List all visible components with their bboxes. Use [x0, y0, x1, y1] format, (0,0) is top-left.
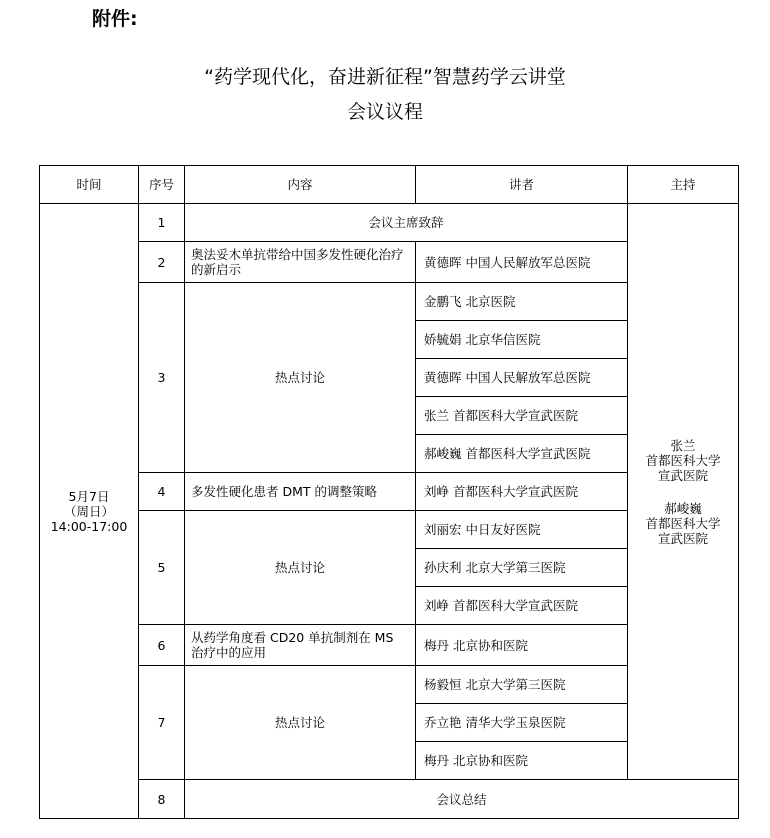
- speaker: 郝峻巍 首都医科大学宣武医院: [416, 435, 628, 473]
- header-speaker: 讲者: [416, 166, 628, 204]
- header-host: 主持: [628, 166, 739, 204]
- item-content: 多发性硬化患者 DMT 的调整策略: [185, 473, 416, 511]
- item-content: 从药学角度看 CD20 单抗制剂在 MS 治疗中的应用: [185, 625, 416, 666]
- item-no: 5: [139, 511, 185, 625]
- item-no: 7: [139, 666, 185, 780]
- item-no: 2: [139, 242, 185, 283]
- item-content: 会议总结: [185, 780, 739, 819]
- item-no: 4: [139, 473, 185, 511]
- speaker: 黄德晖 中国人民解放军总医院: [416, 242, 628, 283]
- host-org: 首都医科大学: [645, 452, 721, 468]
- speaker: 刘峥 首都医科大学宣武医院: [416, 587, 628, 625]
- header-content: 内容: [185, 166, 416, 204]
- speaker: 刘峥 首都医科大学宣武医院: [416, 473, 628, 511]
- item-content: 热点讨论: [185, 666, 416, 780]
- document-subtitle: 会议议程: [346, 101, 423, 123]
- speaker: 金鹏飞 北京医院: [416, 283, 628, 321]
- item-no: 6: [139, 625, 185, 666]
- header-time: 时间: [40, 166, 139, 204]
- host-org: 首都医科大学: [645, 515, 721, 531]
- item-content: 会议主席致辞: [185, 204, 628, 242]
- host-org: 宣武医院: [657, 467, 708, 483]
- time-cell: [40, 204, 139, 819]
- table-row: [40, 204, 739, 242]
- speaker: 乔立艳 清华大学玉泉医院: [416, 704, 628, 742]
- attachment-label: 附件:: [92, 8, 138, 30]
- speaker: 张兰 首都医科大学宣武医院: [416, 397, 628, 435]
- item-no: 1: [139, 204, 185, 242]
- speaker: 梅丹 北京协和医院: [416, 625, 628, 666]
- time-hours: 14:00-17:00: [50, 518, 128, 534]
- host-name: 张兰: [670, 437, 696, 453]
- host-cell: [628, 204, 739, 780]
- document-title: “药学现代化，奋进新征程”智慧药学云讲堂: [204, 66, 566, 88]
- item-content: 热点讨论: [185, 511, 416, 625]
- item-content: 热点讨论: [185, 283, 416, 473]
- speaker: 刘丽宏 中日友好医院: [416, 511, 628, 549]
- item-content: 奥法妥木单抗带给中国多发性硬化治疗的新启示: [185, 242, 416, 283]
- time-weekday: （周日）: [63, 503, 114, 519]
- speaker: 梅丹 北京协和医院: [416, 742, 628, 780]
- header-no: 序号: [139, 166, 185, 204]
- host-org: 宣武医院: [657, 530, 708, 546]
- host-name: 郝峻巍: [664, 500, 702, 516]
- speaker: 杨毅恒 北京大学第三医院: [416, 666, 628, 704]
- table-header-row: [40, 166, 739, 204]
- speaker: 孙庆利 北京大学第三医院: [416, 549, 628, 587]
- item-no: 3: [139, 283, 185, 473]
- speaker: 黄德晖 中国人民解放军总医院: [416, 359, 628, 397]
- item-no: 8: [139, 780, 185, 819]
- time-date: 5月7日: [68, 488, 110, 504]
- table-row: [40, 780, 739, 819]
- speaker: 娇毓娟 北京华信医院: [416, 321, 628, 359]
- agenda-table: [39, 165, 739, 819]
